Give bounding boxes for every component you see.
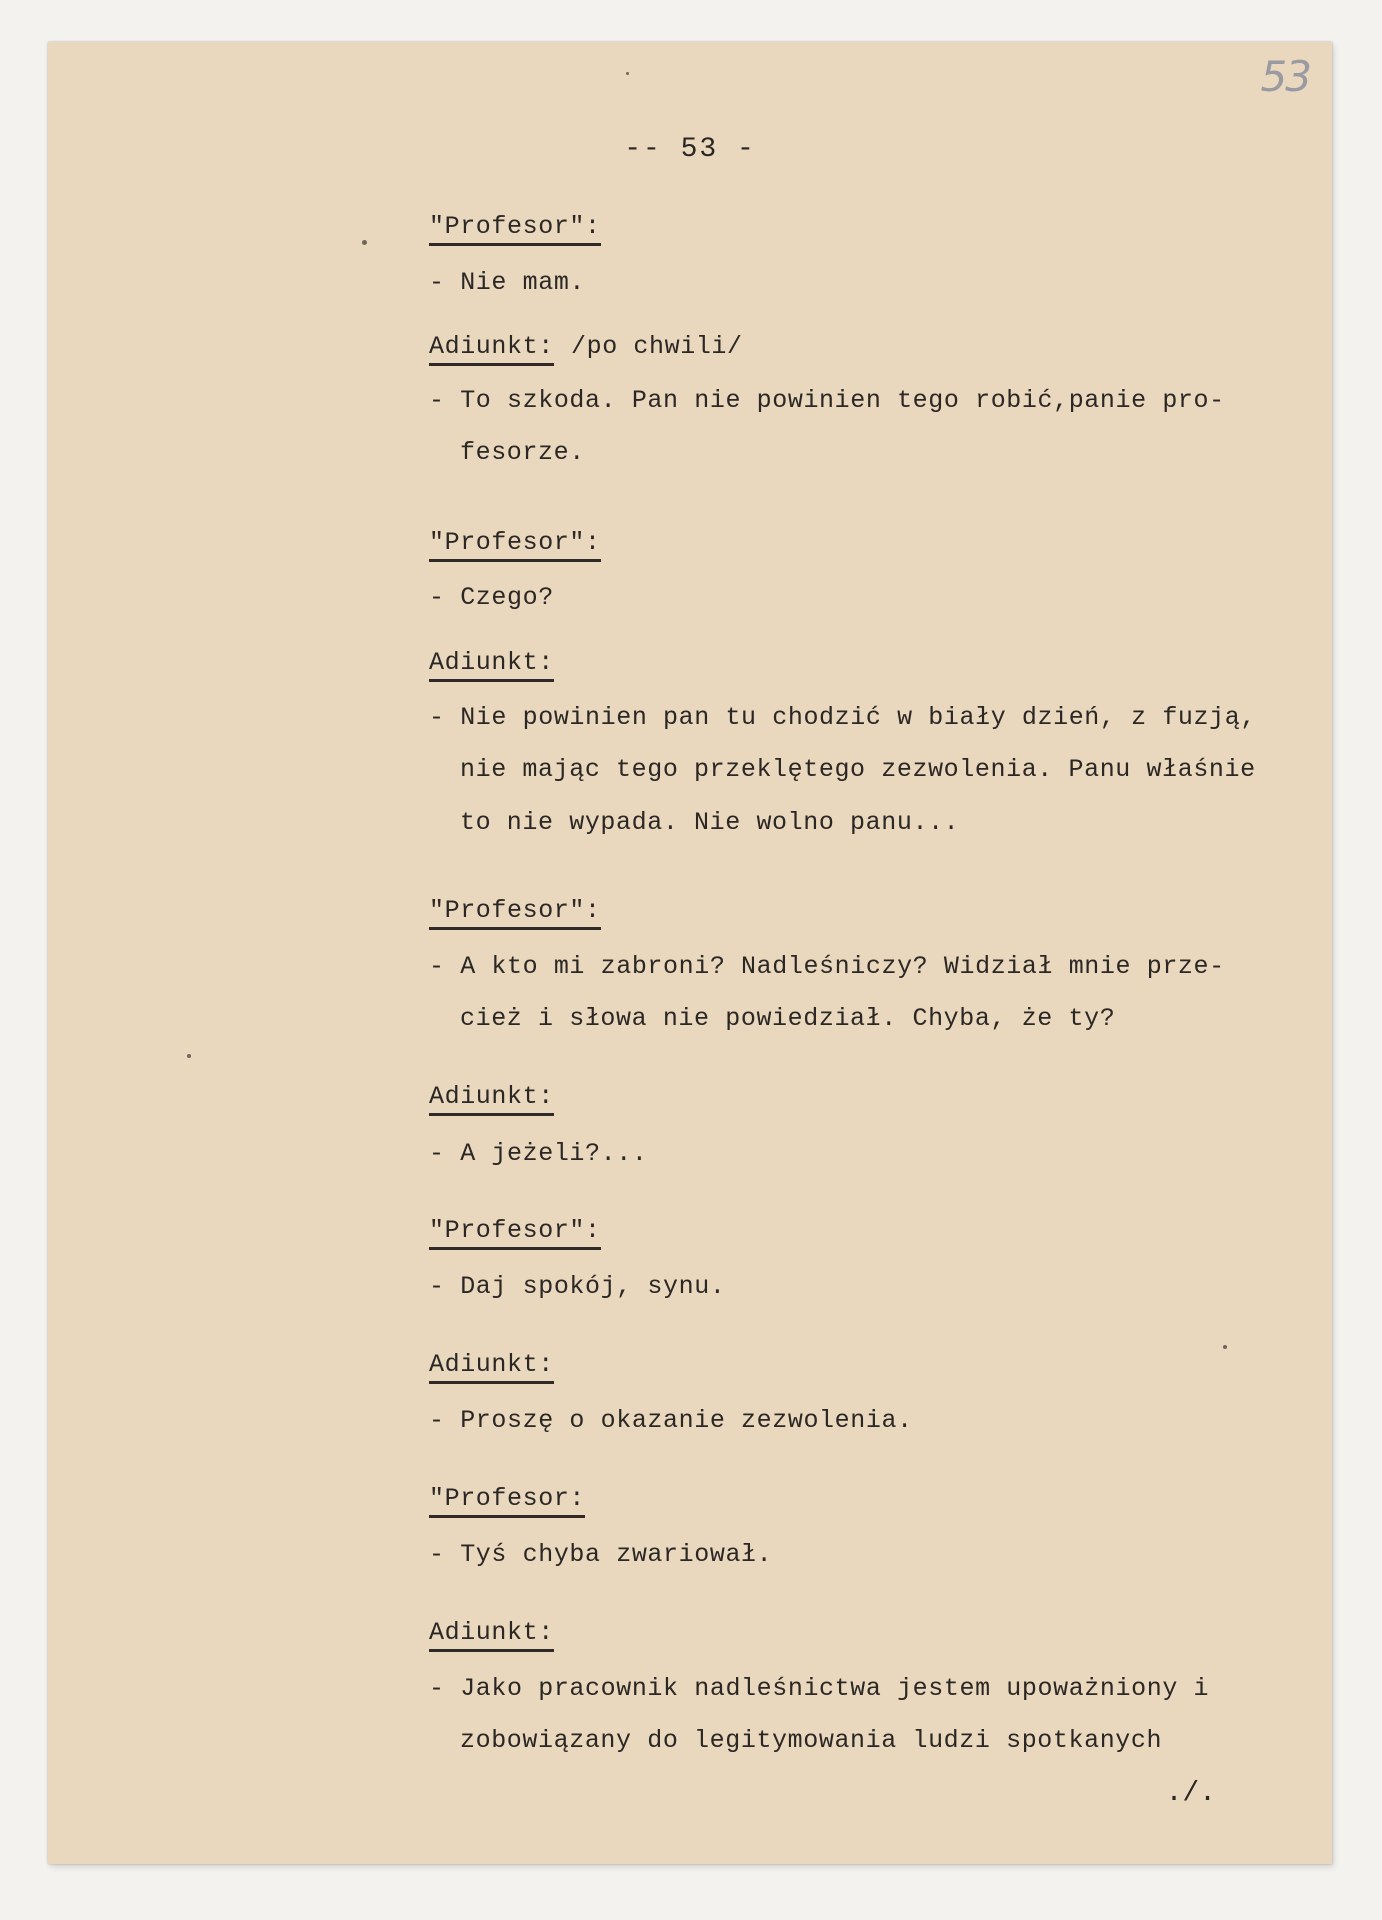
paper-speck <box>187 1054 191 1058</box>
speaker-label: Adiunkt: <box>429 1618 554 1652</box>
dialogue-line: - A jeżeli?... <box>429 1139 648 1168</box>
speaker-label: "Profesor": <box>429 212 601 246</box>
dialogue-line: - Proszę o okazanie zezwolenia. <box>429 1406 913 1435</box>
speaker-label: "Profesor": <box>429 1216 601 1250</box>
dialogue-line: - Nie mam. <box>429 268 586 297</box>
dialogue-line: to nie wypada. Nie wolno panu... <box>460 808 960 837</box>
speaker-label: Adiunkt: <box>429 648 554 682</box>
continuation-mark: ./. <box>1165 1778 1216 1809</box>
paper-speck <box>626 72 629 75</box>
speaker-label: "Profesor": <box>429 896 601 930</box>
typewritten-page <box>48 42 1332 1864</box>
speaker-label: Adiunkt: <box>429 1350 554 1384</box>
dialogue-line: - Czego? <box>429 583 554 612</box>
dialogue-line: - A kto mi zabroni? Nadleśniczy? Widział mnie prze- <box>429 952 1225 981</box>
stage-direction: /po chwili/ <box>571 332 743 361</box>
speaker-label: "Profesor: <box>429 1484 585 1518</box>
dialogue-line: - Daj spokój, synu. <box>429 1272 726 1301</box>
dialogue-line: zobowiązany do legitymowania ludzi spotkanych <box>460 1726 1163 1755</box>
dialogue-line: nie mając tego przeklętego zezwolenia. Panu właśnie <box>460 755 1256 784</box>
speaker-label: Adiunkt: <box>429 332 554 366</box>
dialogue-line: cież i słowa nie powiedział. Chyba, że ty? <box>460 1004 1116 1033</box>
paper-speck <box>362 240 367 245</box>
dialogue-line: - Tyś chyba zwariował. <box>429 1540 773 1569</box>
dialogue-line: - Jako pracownik nadleśnictwa jestem upoważniony i <box>429 1674 1210 1703</box>
dialogue-line: - To szkoda. Pan nie powinien tego robić,panie pro- <box>429 386 1225 415</box>
pencil-page-number: 53 <box>1260 52 1310 101</box>
dialogue-line: fesorze. <box>460 438 585 467</box>
dialogue-line: - Nie powinien pan tu chodzić w biały dzień, z fuzją, <box>429 703 1256 732</box>
speaker-label: Adiunkt: <box>429 1082 554 1116</box>
paper-speck <box>1223 1345 1227 1349</box>
page-number: -- 53 - <box>624 134 756 165</box>
speaker-label: "Profesor": <box>429 528 601 562</box>
